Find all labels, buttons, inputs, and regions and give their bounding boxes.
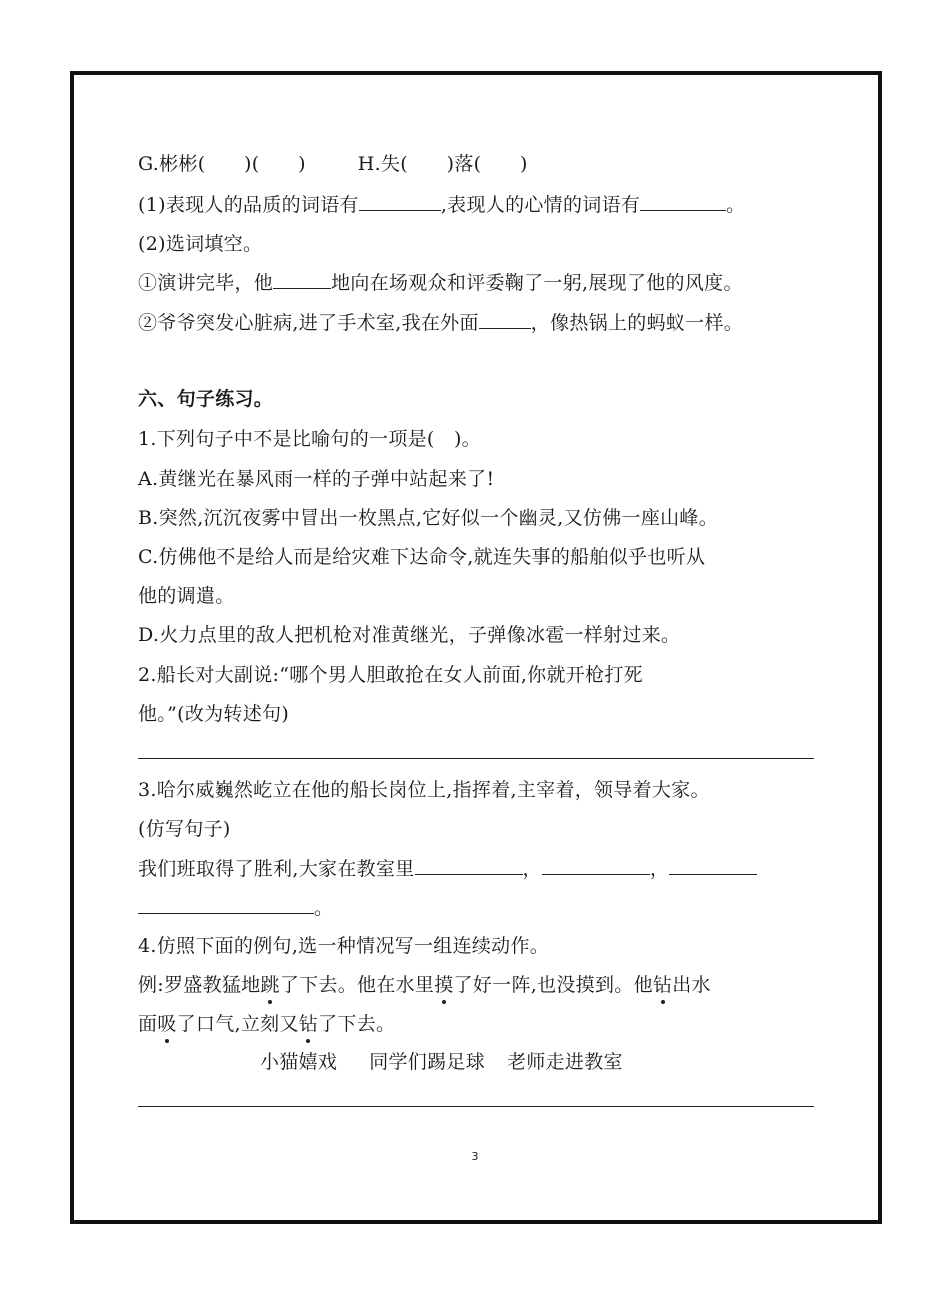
question-6-3-line2: (仿写句子) [138, 818, 231, 840]
s1-text-a: ①演讲完毕，他 [138, 272, 274, 294]
q3-end: 。 [314, 897, 334, 919]
s2-text-b: ，像热锅上的蚂蚁一样。 [530, 312, 744, 334]
item-h: H.失( )落( ) [357, 153, 528, 175]
question-6-1: 1.下列句子中不是比喻句的一项是( )。 [138, 428, 481, 450]
comma: ， [649, 858, 670, 880]
option-c-line1: C.仿佛他不是给人而是给灾难下达命令,就连失事的船舶似乎也听从 [138, 546, 706, 568]
item-g: G.彬彬( )( ) [138, 153, 306, 175]
answer-blank[interactable] [479, 310, 531, 329]
question-5-2: (2)选词填空。 [138, 233, 263, 255]
scenario-options [260, 1049, 623, 1075]
scenario-option: 小猫嬉戏 [260, 1051, 338, 1073]
emphasis-verb: 吸 [157, 1013, 177, 1035]
emphasis-verb: 钻 [298, 1013, 319, 1035]
ex-text: 例:罗盛教猛地 [138, 974, 261, 996]
emphasis-verb: 跳 [260, 974, 280, 996]
answer-blank[interactable] [273, 270, 331, 289]
q1-end: 。 [726, 194, 746, 216]
option-a: A.黄继光在暴风雨一样的子弹中站起来了! [138, 468, 495, 490]
ex-text: 了口气,立刻又 [176, 1013, 299, 1035]
question-6-3-line1: 3.哈尔威巍然屹立在他的船长岗位上,指挥着,主宰着，领导着大家。 [138, 779, 710, 801]
q3-prompt: 我们班取得了胜利,大家在教室里 [138, 858, 415, 880]
q1-text-b: ,表现人的心情的词语有 [440, 194, 641, 216]
ex-text: 了好一阵,也没摸到。他 [453, 974, 653, 996]
ex-text: 面 [138, 1013, 158, 1035]
fill-sentence-1 [138, 270, 743, 296]
answer-blank[interactable] [542, 856, 650, 875]
fill-sentence-2 [138, 310, 743, 336]
option-d: D.火力点里的敌人把机枪对准黄继光，子弹像冰雹一样射过来。 [138, 624, 681, 646]
answer-blank[interactable] [640, 192, 726, 211]
option-c-line2: 他的调遣。 [138, 585, 235, 607]
question-6-2-line1: 2.船长对大副说:“哪个男人胆敢抢在女人前面,你就开枪打死 [138, 664, 643, 686]
comma: ， [522, 858, 542, 880]
question-6-3-line4 [138, 895, 333, 921]
question-5-1 [138, 192, 745, 218]
answer-blank[interactable] [359, 192, 441, 211]
ex-text: 了下去。 [318, 1013, 396, 1035]
emphasis-verb: 摸 [434, 974, 454, 996]
scenario-option: 同学们踢足球 [369, 1051, 486, 1073]
scenario-option: 老师走进教室 [507, 1051, 623, 1073]
ex-text: 了下去。他在水里 [279, 974, 435, 996]
emphasis-verb: 钻 [652, 974, 673, 996]
answer-line[interactable] [138, 1106, 814, 1107]
question-6-2-line2: 他。”(改为转述句) [138, 703, 290, 725]
page-number: 3 [471, 1150, 479, 1163]
answer-blank[interactable] [415, 856, 523, 875]
s1-text-b: 地向在场观众和评委鞠了一躬,展现了他的风度。 [331, 272, 743, 294]
option-b: B.突然,沉沉夜雾中冒出一枚黑点,它好似一个幽灵,又仿佛一座山峰。 [138, 507, 719, 529]
ex-text: 出水 [672, 974, 711, 996]
section-6-title: 六、句子练习。 [138, 388, 274, 410]
q1-text-a: (1)表现人的品质的词语有 [138, 194, 359, 216]
s2-text-a: ②爷爷突发心脏病,进了手术室,我在外面 [138, 312, 479, 334]
answer-blank[interactable] [138, 895, 314, 914]
example-line2 [138, 1011, 395, 1037]
question-6-3-line3 [138, 856, 757, 882]
line-g-h [138, 151, 528, 177]
answer-line[interactable] [138, 758, 814, 759]
answer-blank[interactable] [669, 856, 757, 875]
question-6-4: 4.仿照下面的例句,选一种情况写一组连续动作。 [138, 935, 550, 957]
example-line1 [138, 972, 711, 998]
